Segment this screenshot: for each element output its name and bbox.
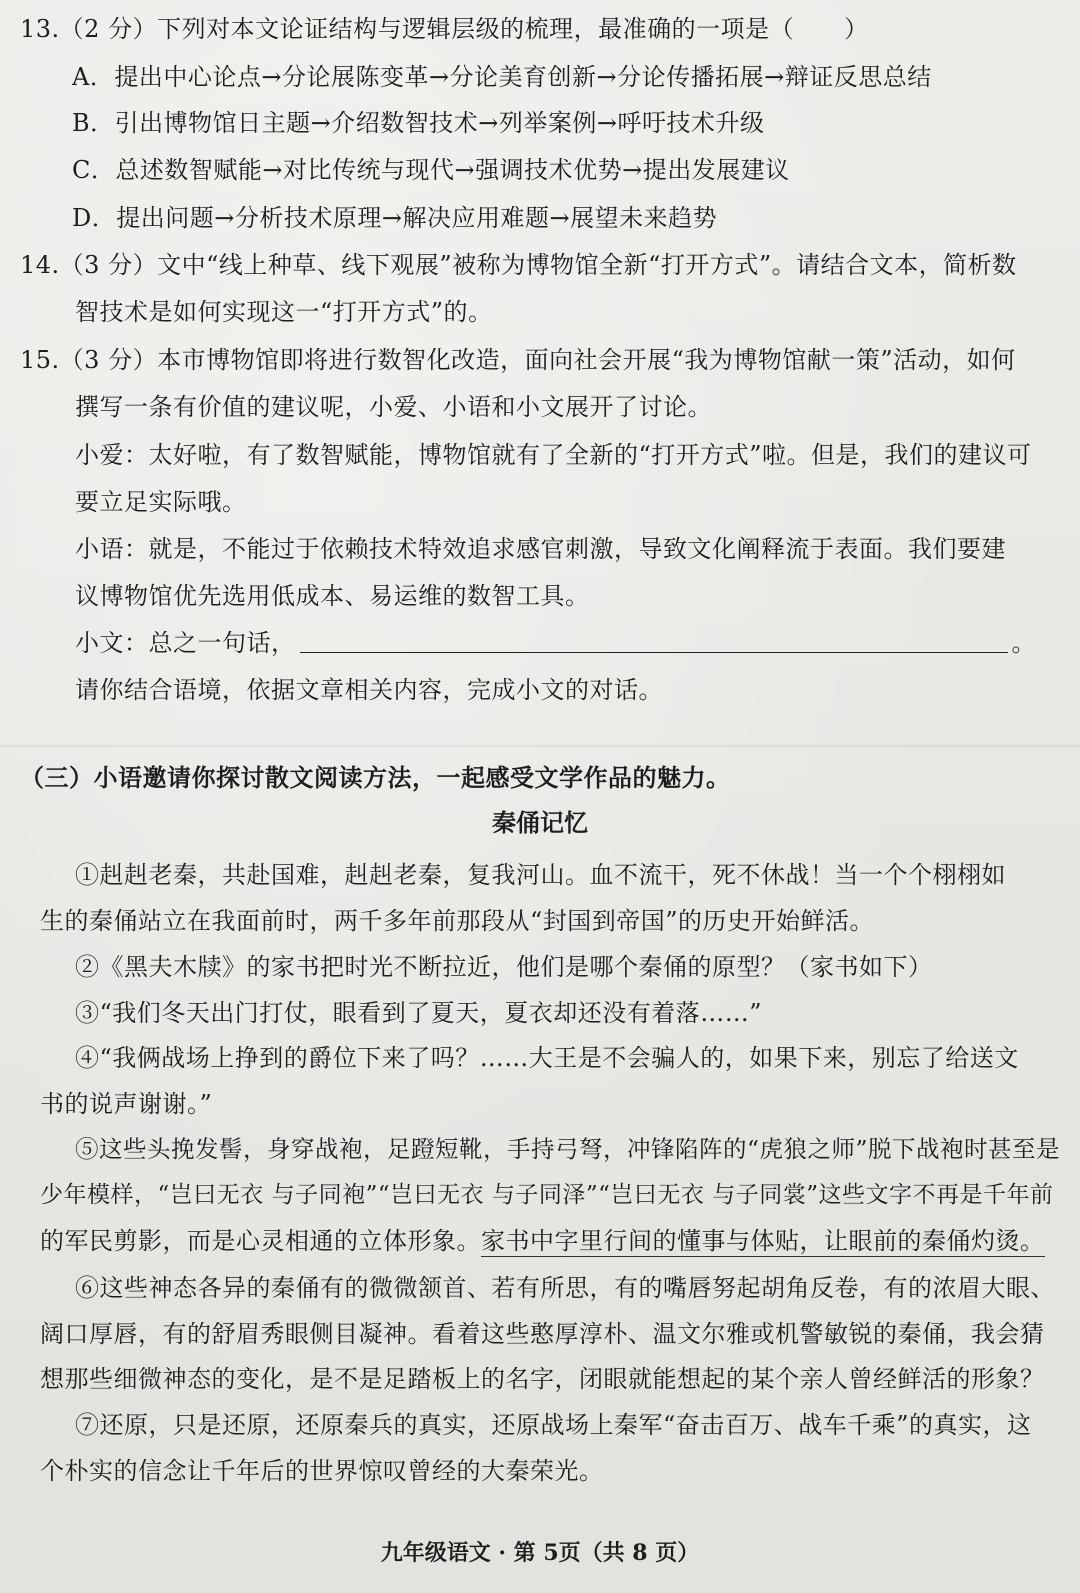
para5-line3-text: 的军民剪影，而是心灵相通的立体形象。 (40, 1227, 481, 1255)
q13-option-b: B．引出博物馆日主题→介绍数智技术→列举案例→呼吁技术升级 (72, 109, 765, 137)
para5-line2: 少年模样，“岂曰无衣 与子同袍”“岂曰无衣 与子同泽”“岂曰无衣 与子同裳”这些文字不再是千年前 (40, 1182, 1054, 1208)
q15-xiaowen-suffix: 。 (1011, 629, 1036, 657)
para2: ②《黑夫木牍》的家书把时光不断拉近，他们是哪个秦俑的原型？（家书如下） (75, 953, 933, 981)
q14-line1: 14.（3 分）文中“线上种草、线下观展”被称为博物馆全新“打开方式”。请结合文本，简析数 (20, 251, 1017, 279)
page-footer: 九年级语文 · 第 5页（共 8 页） (380, 1540, 700, 1566)
para4-line2: 书的说声谢谢。” (40, 1090, 213, 1118)
q15-instruction: 请你结合语境，依据文章相关内容，完成小文的对话。 (75, 676, 663, 704)
q13-option-a: A．提出中心论点→分论展陈变革→分论美育创新→分论传播拓展→辩证反思总结 (72, 63, 932, 91)
q14-line2: 智技术是如何实现这一“打开方式”的。 (75, 298, 493, 326)
para5-line3 (40, 1226, 1045, 1256)
q13-option-d: D．提出问题→分析技术原理→解决应用难题→展望未来趋势 (72, 204, 718, 232)
q15-line1: 15.（3 分）本市博物馆即将进行数智化改造，面向社会开展“我为博物馆献一策”活动，如何 (20, 346, 1016, 374)
q13-option-c: C．总述数智赋能→对比传统与现代→强调技术优势→提出发展建议 (72, 156, 790, 184)
para1-line1: ①赳赳老秦，共赴国难，赳赳老秦，复我河山。血不流干，死不休战！当一个个栩栩如 (75, 861, 1006, 889)
q13-stem (20, 14, 869, 44)
para6-line1: ⑥这些神态各异的秦俑有的微微颔首、若有所思，有的嘴唇努起胡角反卷，有的浓眉大眼、 (75, 1274, 1055, 1302)
para7-line2: 个朴实的信念让千年后的世界惊叹曾经的大秦荣光。 (40, 1457, 604, 1485)
q15-answer-blank[interactable] (300, 628, 1008, 653)
para5-line1: ⑤这些头挽发髻，身穿战袍，足蹬短靴，手持弓弩，冲锋陷阵的“虎狼之师”脱下战袍时甚至是 (75, 1135, 1061, 1163)
q15-xiaoyu-line1: 小语：就是，不能过于依赖技术特效追求感官刺激，导致文化阐释流于表面。我们要建 (75, 535, 1006, 563)
para6-line3: 想那些细微神态的变化，是不是足踏板上的名字，闭眼就能想起的某个亲人曾经鲜活的形象？ (40, 1365, 1045, 1393)
q15-xiaowen-line (75, 628, 1036, 658)
section3-heading: （三）小语邀请你探讨散文阅读方法，一起感受文学作品的魅力。 (20, 763, 731, 792)
para6-line2: 阔口厚唇，有的舒眉秀眼侧目凝神。看着这些憨厚淳朴、温文尔雅或机警敏锐的秦俑，我会猜 (40, 1320, 1045, 1348)
q15-xiaowen-prefix: 小文：总之一句话， (75, 629, 296, 657)
q15-xiaoai-line2: 要立足实际哦。 (75, 488, 247, 516)
q13-close-paren: ） (844, 15, 869, 43)
para7-line1: ⑦还原，只是还原，还原秦兵的真实，还原战场上秦军“奋击百万、战车千乘”的真实，这 (75, 1411, 1032, 1439)
q13-stem-text: 13.（2 分）下列对本文论证结构与逻辑层级的梳理，最准确的一项是（ (20, 15, 795, 43)
para4-line1: ④“我俩战场上挣到的爵位下来了吗？……大王是不会骗人的，如果下来，别忘了给送文 (75, 1044, 1019, 1072)
q15-xiaoyu-line2: 议博物馆优先选用低成本、易运维的数智工具。 (75, 582, 590, 610)
q15-xiaoai-line1: 小爱：太好啦，有了数智赋能，博物馆就有了全新的“打开方式”啦。但是，我们的建议可 (75, 441, 1032, 469)
paper-fold (0, 745, 1080, 747)
para3: ③“我们冬天出门打仗，眼看到了夏天，夏衣却还没有着落……” (75, 999, 763, 1027)
q15-line2: 撰写一条有价值的建议呢，小爱、小语和小文展开了讨论。 (75, 393, 712, 421)
article-title: 秦俑记忆 (492, 808, 588, 837)
para1-line2: 生的秦俑站立在我面前时，两千多年前那段从“封国到帝国”的历史开始鲜活。 (40, 907, 875, 935)
underlined-sentence: 家书中字里行间的懂事与体贴，让眼前的秦俑灼烫。 (481, 1227, 1045, 1255)
